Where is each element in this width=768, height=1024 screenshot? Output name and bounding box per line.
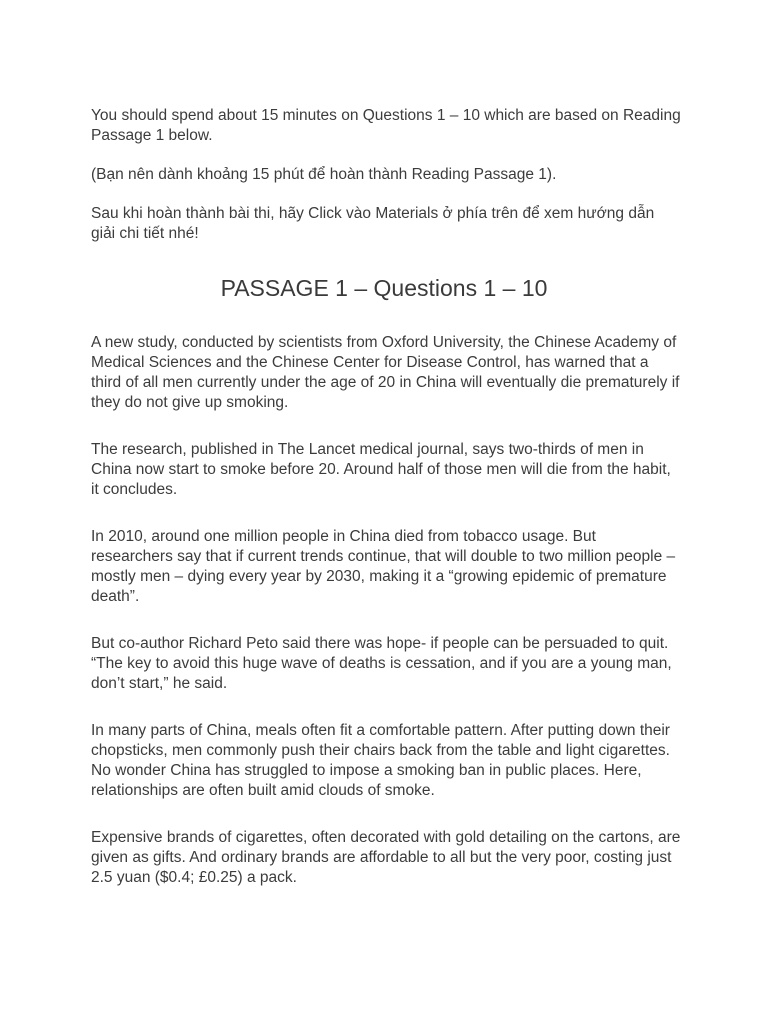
document-page: [91, 106, 681, 915]
passage-heading: PASSAGE 1 – Questions 1 – 10: [220, 275, 548, 301]
passage-paragraph-3: In 2010, around one million people in China died from tobacco usage. But researchers say that if current trends continue, that will double to two million people – mostly men – dying every year by 2030, making it a “growing epidemic of premature death”.: [91, 528, 676, 605]
intro-instruction-vietnamese: (Bạn nên dành khoảng 15 phút để hoàn thành Reading Passage 1).: [91, 166, 557, 183]
passage-paragraph-2: The research, published in The Lancet medical journal, says two-thirds of men in China now start to smoke before 20. Around half of those men will die from the habit, it concludes.: [91, 441, 671, 498]
passage-paragraph-4: But co-author Richard Peto said there was hope- if people can be persuaded to quit. “The key to avoid this huge wave of deaths is cessation, and if you are a young man, don’t start,” he said.: [91, 635, 672, 692]
intro-materials-note: Sau khi hoàn thành bài thi, hãy Click vào Materials ở phía trên để xem hướng dẫn giải chi tiết nhé!: [91, 205, 655, 242]
passage-paragraph-1: A new study, conducted by scientists from Oxford University, the Chinese Academy of Medical Sciences and the Chinese Center for Disease Control, has warned that a third of all men currently under the age of 20 in China will eventually die prematurely if they do not give up smoking.: [91, 334, 680, 411]
intro-instruction: You should spend about 15 minutes on Questions 1 – 10 which are based on Reading Passage 1 below.: [91, 107, 681, 144]
passage-paragraph-5: In many parts of China, meals often fit a comfortable pattern. After putting down their chopsticks, men commonly push their chairs back from the table and light cigarettes. No wonder China has struggled to impose a smoking ban in public places. Here, relationships are often built amid clouds of smoke.: [91, 722, 670, 799]
passage-paragraph-6: Expensive brands of cigarettes, often decorated with gold detailing on the cartons, are given as gifts. And ordinary brands are affordable to all but the very poor, costing just 2.5 yuan ($0.4; £0.25) a pack.: [91, 829, 681, 886]
